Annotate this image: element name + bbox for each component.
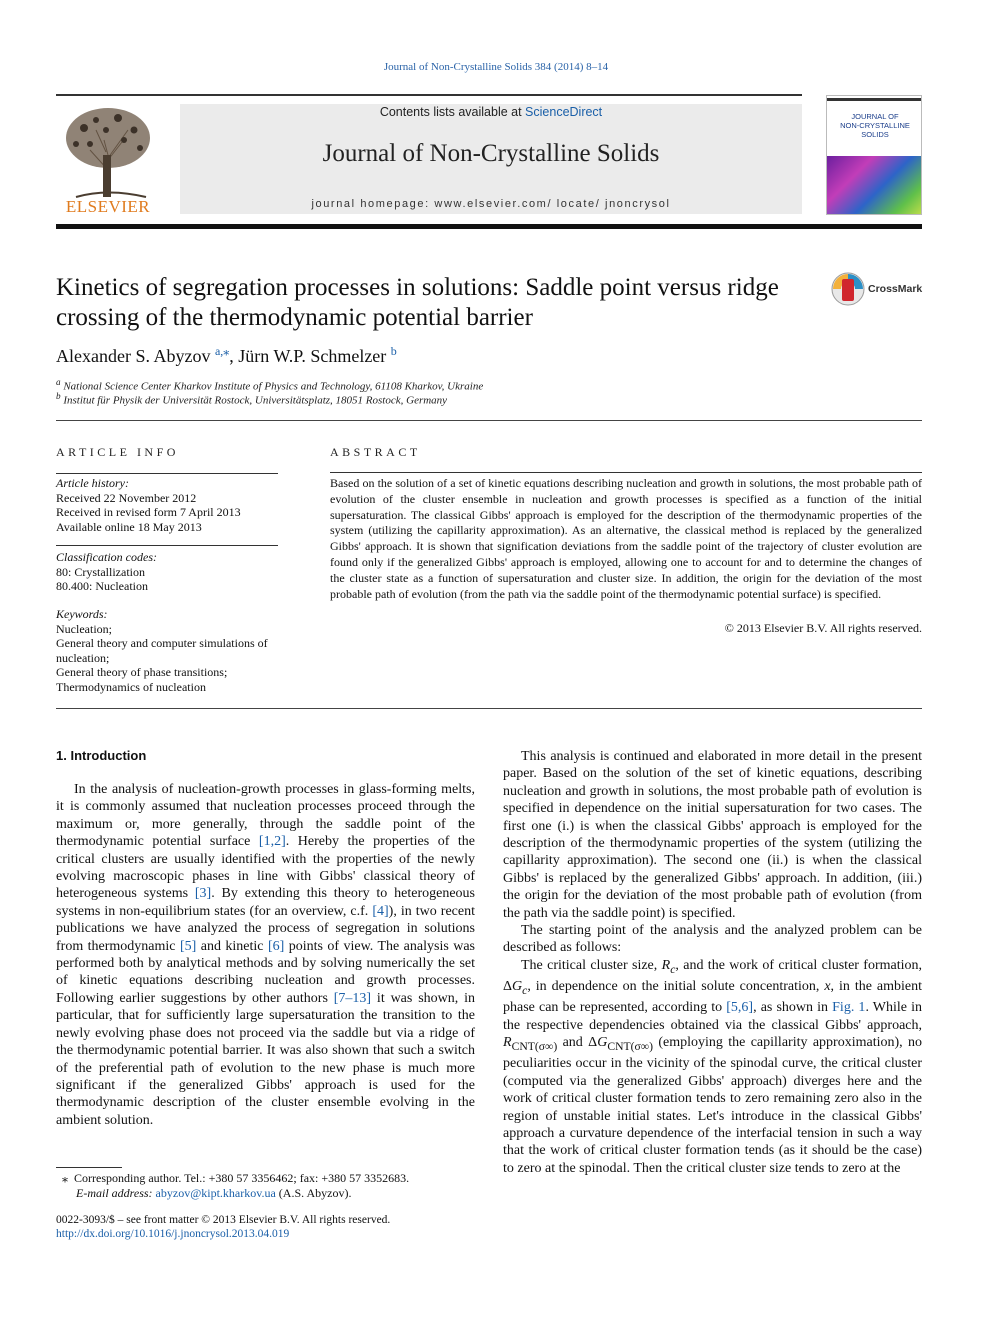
section-heading-introduction: 1. Introduction	[56, 748, 147, 763]
journal-citation[interactable]: Journal of Non-Crystalline Solids 384 (2014) 8–14	[383, 61, 609, 73]
text-run: ), in two recent publications we have analyzed the process of segregation in solutions from thermodynamic	[56, 903, 475, 954]
text-run: . By extending this theory to heterogeneous systems in non-equilibrium states (for an overview, c.f.	[56, 886, 475, 919]
math-symbol: G	[512, 979, 523, 995]
classification-codes	[56, 550, 278, 594]
math-symbol: x	[824, 979, 831, 995]
math-subscript: CNT(σ∞)	[607, 1039, 653, 1053]
figure-link[interactable]: Fig. 1	[832, 1000, 866, 1016]
text-run: points of view. The analysis was performed both by analytical methods and by solving numerically the set of kinetic equations describing nucleation and growth processes. Following earlier suggestions by other authors	[56, 938, 475, 1006]
footnote-corresponding	[56, 1171, 475, 1186]
keywords	[56, 607, 278, 694]
math-subscript: c	[670, 962, 676, 976]
keyword: General theory of phase transitions;	[56, 665, 228, 679]
text-run: (employing the capillarity approximation), no peculiarities occur in the vicinity of the spinodal curve, the critical cluster (computed via the generalized Gibbs' approach) diverges here and the work of critical cluster formation tends to zero remaining zero also in the region of unstable initial states. Let's introduce in the classical Gibbs' approach a curvature dependence of the interfacial tension in such a way that the work of critical cluster formation tends (as it should be the case) to zero at the spinodal. Then the critical cluster size tends to zero at the	[503, 1035, 923, 1176]
email-suffix: (A.S. Abyzov).	[275, 1186, 352, 1200]
classification-code: 80: Crystallization	[56, 564, 145, 579]
journal-homepage[interactable]: journal homepage: www.elsevier.com/ locate/ jnoncrysol	[311, 198, 671, 210]
affiliation-text: National Science Center Kharkov Institute of Physics and Technology, 61108 Kharkov, Ukraine	[63, 380, 484, 393]
footnote-rule	[56, 1167, 122, 1168]
footnote-mark: ⁎	[62, 1171, 68, 1185]
email-label: E-mail address:	[76, 1186, 156, 1200]
cover-title	[827, 112, 922, 139]
text-run: . While in the respective dependencies obtained via the classical Gibbs' approach,	[503, 1000, 922, 1033]
classification-label: Classification codes:	[56, 550, 157, 564]
doi-link[interactable]: http://dx.doi.org/10.1016/j.jnoncrysol.2013.04.019	[56, 1228, 290, 1240]
citation-link[interactable]: [1,2]	[258, 834, 286, 850]
citation-link[interactable]: [5]	[179, 938, 197, 954]
text-run: The critical cluster size,	[521, 957, 662, 973]
text-run: , in dependence on the initial solute concentration,	[527, 979, 825, 995]
math-symbol: R	[503, 1035, 512, 1051]
sciencedirect-link[interactable]: ScienceDirect	[525, 105, 603, 119]
text-run: and kinetic	[196, 938, 268, 954]
footnote-email	[56, 1186, 475, 1201]
cover-title-line2: NON-CRYSTALLINE SOLIDS	[840, 121, 910, 139]
intro-paragraph-1	[56, 781, 475, 1129]
issn-line: 0022-3093/$ – see front matter © 2013 Elsevier B.V. All rights reserved.	[56, 1214, 391, 1226]
text-run: . Hereby the properties of the critical clusters are usually identified with the properties of the newly evolving macroscopic phases in line with Gibbs' classical theory of heterogeneous systems	[56, 834, 475, 902]
header-thick-rule	[56, 224, 922, 229]
elsevier-logo-text: ELSEVIER	[65, 197, 151, 216]
history-received: Received 22 November 2012	[56, 490, 197, 505]
math-subscript: c	[522, 983, 528, 997]
journal-title: Journal of Non-Crystalline Solids	[322, 140, 660, 167]
journal-cover-thumbnail[interactable]	[826, 95, 922, 215]
info-rule-2	[56, 545, 278, 546]
email-link[interactable]: abyzov@kipt.kharkov.ua	[155, 1186, 276, 1200]
author-name[interactable]: Jürn W.P. Schmelzer	[238, 346, 387, 366]
elsevier-tree-logo	[56, 100, 160, 216]
intro-paragraph-3: The starting point of the analysis and the analyzed problem can be described as follows:	[503, 923, 922, 956]
text-run: and Δ	[557, 1035, 598, 1051]
text-run: , and the work of critical cluster formation, Δ	[503, 957, 923, 995]
affiliation-text: Institut für Physik der Universität Rostock, Universitätsplatz, 18051 Rostock, Germany	[63, 394, 448, 407]
text-run: , as shown in	[753, 1000, 833, 1016]
citation-link[interactable]: [3]	[194, 886, 212, 902]
history-revised: Received in revised form 7 April 2013	[56, 505, 241, 519]
author-separator: ,	[229, 346, 239, 366]
classification-code: 80.400: Nucleation	[56, 579, 148, 593]
text-run: , in the ambient phase can be represented, according to	[503, 979, 923, 1016]
body-column-left	[56, 781, 475, 1129]
body-column-right	[503, 748, 922, 1177]
math-symbol: G	[597, 1035, 608, 1051]
keywords-label: Keywords:	[56, 607, 108, 621]
abstract-copyright: © 2013 Elsevier B.V. All rights reserved.	[724, 621, 922, 635]
citation-link[interactable]: [5,6]	[726, 1000, 754, 1016]
citation-link[interactable]: [4]	[372, 903, 389, 919]
article-title: Kinetics of segregation processes in solutions: Saddle point versus ridge crossing of the thermodynamic potential barrier	[56, 274, 779, 331]
intro-paragraph-4	[503, 957, 922, 1177]
author-list	[56, 344, 397, 367]
keyword: General theory and computer simulations of nucleation;	[56, 636, 268, 665]
article-info-heading: ARTICLE INFO	[56, 445, 179, 459]
author-affil-mark[interactable]: a,⁎	[214, 344, 230, 358]
abstract-rule	[330, 472, 922, 473]
cover-top-bar	[827, 98, 922, 101]
text-run: it was shown, in particular, that for sufficiently large supersaturation the transition to the newly evolving phase does not proceed via the saddle but via a ridge of the thermodynamic potential barrier. It was also shown that such a switch of the preferential path of evolution to the new phase is much more significant if the generalized Gibbs' approach is used for the thermodynamic description of the cluster ensemble evolving in the ambient solution.	[56, 990, 475, 1128]
footnote-text: Corresponding author. Tel.: +380 57 3356462; fax: +380 57 3352683.	[74, 1171, 410, 1185]
author-name[interactable]: Alexander S. Abyzov	[56, 346, 211, 366]
citation-link[interactable]: [6]	[267, 938, 285, 954]
text-run: In the analysis of nucleation-growth processes in glass-forming melts, it is commonly assumed that nucleation processes proceed through the maximum or, more generally, through the saddle point of the thermodynamic potential surface	[56, 782, 475, 850]
header-top-rule	[56, 94, 802, 96]
keyword: Thermodynamics of nucleation	[56, 679, 206, 694]
affiliation-mark: a	[56, 377, 61, 387]
cover-artwork	[827, 156, 922, 215]
info-rule-1	[56, 473, 278, 474]
math-subscript: CNT(σ∞)	[511, 1039, 558, 1053]
author-affil-mark[interactable]: b	[390, 344, 397, 358]
keyword: Nucleation;	[56, 621, 112, 636]
affiliation-b	[56, 391, 447, 407]
math-symbol: R	[661, 957, 671, 973]
crossmark-label[interactable]: CrossMark	[868, 283, 923, 295]
intro-paragraph-2: This analysis is continued and elaborated in more detail in the present paper. Based on the solution of the set of kinetic equations, describing nucleation and growth in solutions, the most probable path of evolution is specified in dependence on the initial supersaturation for two cases. The first one (i.) is when the classical Gibbs' approach is employed for the description of the thermodynamic properties of the system (utilizing the capillarity approximation). The second one (ii.) is when the classical Gibbs' is replaced by the generalized Gibbs' approach. In addition, (iii.) the origin for the deviation of the most probable path of evolution (from the path via the saddle point) is specified.	[503, 749, 922, 921]
contents-prefix: Contents lists available at	[379, 105, 526, 119]
contents-line	[180, 105, 802, 119]
abstract-text: Based on the solution of a set of kinetic equations describing nucleation and growth in solutions, the most probable path of evolution of the cluster ensemble in nucleation and growth processes is specified as a function of the initial supersaturation. The classical Gibbs' approach is employed for the description of the thermodynamic properties of the system (utilizing the capillarity approximation). As an alternative, the classical method is replaced by the generalized Gibbs' approach. It is shown that signification deviations from the saddle point of the trajectory of cluster evolution are found only if the generalized Gibbs' approach is employed, allowing one to account for and to determine the changes of the cluster state as a function of supersaturation and cluster size. In addition, the origin for the deviation of the most probable path of evolution (from the path via the saddle point of the thermodynamic potential surface) is specified.	[330, 476, 922, 601]
abstract-heading: ABSTRACT	[330, 445, 421, 459]
article-history	[56, 476, 278, 534]
history-online: Available online 18 May 2013	[56, 519, 202, 534]
citation-link[interactable]: [7–13]	[333, 990, 372, 1006]
rule-below-abstract	[56, 708, 922, 709]
affiliation-mark: b	[56, 391, 61, 401]
history-label: Article history:	[56, 476, 129, 490]
rule-above-info	[56, 420, 922, 421]
cover-title-line1: JOURNAL OF	[851, 112, 899, 121]
